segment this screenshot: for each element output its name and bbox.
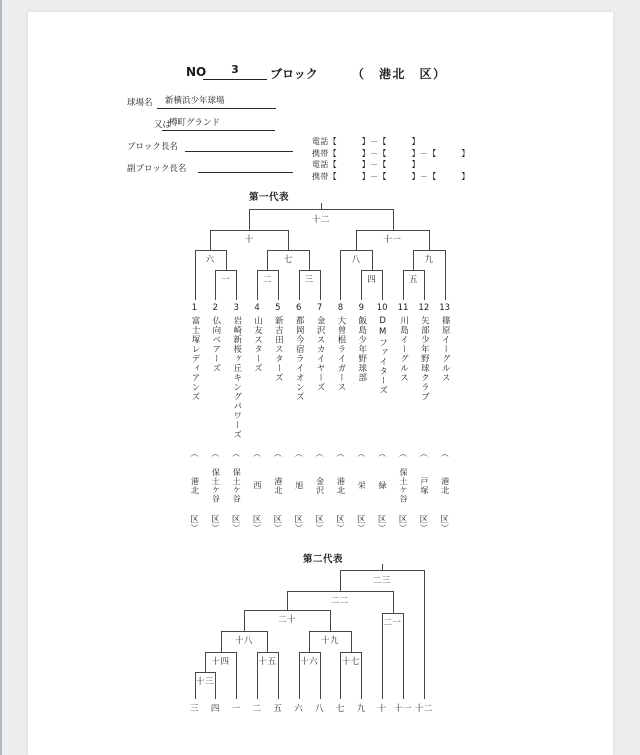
team-number: 3 [233,303,239,313]
bracket-line-vertical [257,270,258,300]
bracket-line-horizontal [340,250,371,251]
bracket-line-vertical [393,591,394,613]
vice-block-chief-blank-line [198,158,293,173]
bracket-line-horizontal [244,610,330,611]
bracket2-title: 第二代表 [303,554,344,565]
bracket-line-horizontal [195,250,226,251]
game-number-label: 一 [221,275,231,285]
vertical-paren-close: ︶ [440,524,449,533]
ward-name-box [273,457,283,514]
bracket-line-vertical [361,270,362,300]
game-number-label: 十八 [235,635,254,646]
bracket-line-vertical [205,652,206,673]
bracket-line-horizontal [249,209,392,210]
ward-suffix: 区 [294,515,303,525]
bracket-line-horizontal [287,591,393,592]
ward-suffix: 区 [336,515,345,525]
game-number-label: 十四 [211,656,230,667]
vertical-paren-open: ︵ [419,449,428,458]
contact-row: 電話【 】－【 】 [312,137,420,146]
vertical-paren-close: ︶ [190,524,199,533]
team-ward-group [190,450,200,532]
ward-name-box [335,457,345,514]
title-no-label: NO [186,65,207,79]
bracket1-title: 第一代表 [249,192,290,203]
team-name: 矢部少年野球クラブ [419,316,430,402]
ward-name: 港北 [273,476,283,495]
bracket-line-horizontal [299,652,320,653]
bracket-line-horizontal [299,270,320,271]
bracket-line-vertical [372,250,373,270]
team-name: 山友スターズ [252,316,263,373]
bracket-line-vertical [403,270,404,300]
team-number: 9 [358,303,365,313]
bracket-line-vertical [320,270,321,300]
game-number-label: 八 [351,255,361,265]
vertical-paren-close: ︶ [253,524,262,533]
team-ward-group [210,450,220,532]
bracket-line-vertical [226,250,227,270]
ward-suffix: 区 [440,515,449,525]
vertical-paren-open: ︵ [273,449,282,458]
bracket-line-horizontal [205,652,236,653]
contact-row: 携帯【 】－【 】－【 】 [312,148,470,158]
game-number-label: 十一 [383,234,402,245]
ward-name-box [252,457,262,514]
bracket-line-horizontal [267,250,309,251]
ward-name-box [377,457,387,514]
team-name: 金沢スカイヤーズ [315,316,326,392]
vertical-paren-open: ︵ [315,449,324,458]
ward-name-box [419,457,429,514]
game-number-label: 二 [262,275,272,285]
loser-slot-label: 三 [189,704,200,714]
vice-block-chief-label: 副ブロック長名 [127,164,187,174]
bracket-line-horizontal [257,270,278,271]
vertical-paren-open: ︵ [357,449,366,458]
ward-suffix: 区 [419,515,429,525]
team-ward-group [398,450,408,532]
vertical-paren-close: ︶ [211,524,220,533]
bracket-line-horizontal [361,270,382,271]
ward-name-box [210,457,220,514]
ward-suffix: 区 [211,515,220,525]
bracket-line-vertical [215,672,216,699]
bracket-line-vertical [361,652,362,700]
bracket-line-vertical [267,250,268,270]
team-number: 4 [254,303,260,313]
ward-name: 保土ケ谷 [232,467,242,504]
vertical-paren-open: ︵ [232,449,241,458]
team-ward-group [356,450,366,532]
bracket-line-horizontal [340,570,424,571]
team-number: 7 [316,303,323,313]
bracket-line-vertical [340,570,341,591]
contact-row: 携帯【 】－【 】－【 】 [312,171,470,181]
bracket-line-vertical [249,209,250,230]
team-number: 1 [191,303,198,313]
game-number-label: 十三 [195,677,214,687]
bracket-line-vertical [267,631,268,652]
bracket-line-vertical [244,610,245,631]
loser-slot-label: 六 [294,704,304,714]
loser-slot-label: 十 [377,704,387,714]
ward-name: 金沢 [315,476,325,495]
ward-name: 戸塚 [419,476,429,495]
team-name: 川島イーグルス [398,316,409,383]
team-name: DMファイターズ [377,316,388,395]
team-ward-group [315,450,325,532]
game-number-label: 十五 [258,656,277,667]
bracket-line-vertical [429,230,430,251]
team-name: 新吉田スターズ [273,316,284,383]
team-name: 大曽根ライガース [335,316,346,392]
game-number-label: 十 [244,234,254,245]
bracket-line-vertical [424,570,425,700]
bracket-line-vertical [403,613,404,700]
ward-name: 港北 [336,476,346,495]
bracket-line-vertical [356,230,357,251]
alt-stadium-label: 又は [154,120,172,130]
ward-suffix: 区 [357,515,366,525]
team-name: 飯島少年野球部 [356,316,367,383]
ward-name: 保土ケ谷 [211,467,221,504]
team-number: 13 [439,303,451,313]
bracket-line-horizontal [340,652,361,653]
bracket-line-vertical [278,652,279,700]
bracket-line-horizontal [195,672,216,673]
vertical-paren-open: ︵ [190,449,199,458]
stadium-name-value: 新横浜少年球場 [157,94,276,109]
team-number: 8 [337,303,344,313]
vertical-paren-close: ︶ [419,524,428,533]
team-name: 仏向ベアーズ [210,316,221,373]
loser-slot-label: 二 [252,704,262,714]
bracket-line-horizontal [382,613,403,614]
ward-name-box [190,457,200,514]
bracket-line-vertical [309,631,310,652]
title-block-number: 3 [203,63,267,80]
bracket-line-vertical [424,270,425,300]
bracket-line-vertical [413,250,414,270]
team-number: 10 [376,303,388,313]
team-number: 6 [296,303,302,313]
bracket-line-vertical [236,270,237,300]
game-number-label: 十七 [341,656,360,667]
vertical-paren-open: ︵ [440,449,449,458]
bracket-line-vertical [382,270,383,300]
team-ward-group [419,450,429,532]
bracket-line-vertical [215,270,216,300]
game-number-label: 九 [424,255,434,265]
game-number-label: 七 [283,255,293,265]
vertical-paren-open: ︵ [399,449,407,458]
game-number-label: 二十 [278,615,297,625]
vertical-paren-open: ︵ [253,449,262,458]
ward-suffix: 区 [273,515,283,525]
bracket-line-vertical [299,270,300,300]
ward-suffix: 区 [315,515,324,525]
bracket-line-vertical [288,230,289,251]
loser-slot-label: 一 [231,704,241,714]
team-number: 12 [418,303,430,313]
bracket-top-tick [321,203,322,209]
ward-name: 西 [253,481,263,490]
vertical-paren-close: ︶ [273,524,282,533]
bracket-line-vertical [278,270,279,300]
loser-slot-label: 十二 [414,704,433,714]
bracket-line-vertical [445,250,446,300]
vertical-paren-close: ︶ [357,524,366,533]
alt-stadium-value: 樽町グランド [162,116,275,131]
bracket-line-vertical [309,250,310,270]
bracket-line-vertical [330,610,331,631]
ward-suffix: 区 [377,515,387,525]
team-name: 都岡今宿ライオンズ [294,316,305,402]
game-number-label: 二三 [372,575,391,586]
bracket-line-horizontal [215,270,236,271]
game-number-label: 十九 [321,635,340,646]
title-ward-text: （ 港北 区） [352,67,447,81]
page-edge-line [0,0,2,755]
block-chief-label: ブロック長名 [127,142,178,152]
vertical-paren-close: ︶ [336,524,345,533]
ward-name: 港北 [440,476,450,495]
bracket-line-horizontal [403,270,424,271]
team-ward-group [294,450,304,532]
team-name: 岩崎新桜ヶ丘キングパワーズ [231,316,242,440]
ward-name: 緑 [378,481,388,490]
loser-slot-label: 五 [273,704,283,714]
game-number-label: 四 [367,275,377,285]
team-ward-group [231,450,241,532]
game-number-label: 三 [304,275,314,285]
team-ward-group [440,450,450,532]
game-number-label: 二二 [330,595,349,606]
vertical-paren-close: ︶ [399,524,407,533]
loser-slot-label: 八 [315,704,325,714]
team-number: 5 [275,303,281,313]
bracket-top-tick [382,564,383,570]
ward-suffix: 区 [190,515,199,525]
ward-suffix: 区 [231,515,241,525]
team-number: 11 [397,303,409,313]
bracket-line-vertical [340,250,341,300]
game-number-label: 二一 [383,617,402,628]
bracket-line-horizontal [210,230,288,231]
vertical-paren-close: ︶ [294,524,303,533]
bracket-line-horizontal [413,250,444,251]
vertical-paren-open: ︵ [294,449,303,458]
game-number-label: 十二 [311,215,330,225]
block-chief-blank-line [185,137,293,152]
ward-name-box [294,457,304,514]
vertical-paren-open: ︵ [378,449,387,458]
bracket-line-vertical [221,631,222,652]
vertical-paren-close: ︶ [378,524,387,533]
ward-suffix: 区 [252,515,262,525]
bracket-line-horizontal [257,652,278,653]
bracket-line-horizontal [221,631,268,632]
bracket-line-horizontal [356,230,429,231]
ward-name-box [356,457,366,514]
team-ward-group [273,450,283,532]
team-name: 富士塚レディアンズ [190,316,200,402]
loser-slot-label: 七 [335,704,345,714]
loser-slot-label: 九 [356,704,366,714]
team-ward-group [377,450,387,532]
ward-suffix: 区 [398,515,408,525]
vertical-paren-close: ︶ [315,524,324,533]
loser-slot-label: 十一 [393,704,413,714]
loser-slot-label: 四 [210,704,220,714]
game-number-label: 六 [205,255,215,265]
ward-name: 港北 [190,476,200,495]
bracket-line-vertical [195,250,196,300]
bracket-line-vertical [320,652,321,700]
ward-name-box [398,457,408,514]
stadium-name-label: 球場名 [127,98,153,108]
bracket-line-vertical [287,591,288,611]
ward-name-box [440,457,450,514]
bracket-line-horizontal [309,631,351,632]
team-ward-group [335,450,345,532]
team-name: 篠原イーグルス [440,316,451,383]
vertical-paren-open: ︵ [211,449,220,458]
team-number: 2 [212,303,219,313]
bracket-line-vertical [351,631,352,652]
contact-row: 電話【 】－【 】 [312,160,420,169]
vertical-paren-close: ︶ [232,524,241,533]
vertical-paren-open: ︵ [336,449,345,458]
bracket-line-vertical [210,230,211,251]
ward-name: 保土ケ谷 [399,467,408,504]
title-block-label: ブロック [270,67,318,81]
bracket-line-vertical [393,209,394,230]
team-ward-group [252,450,262,532]
ward-name: 旭 [294,481,304,490]
game-number-label: 五 [408,275,418,285]
game-number-label: 十六 [300,656,319,667]
ward-name: 栄 [357,481,367,490]
ward-name-box [231,457,241,514]
bracket-line-vertical [236,652,237,700]
ward-name-box [315,457,325,514]
